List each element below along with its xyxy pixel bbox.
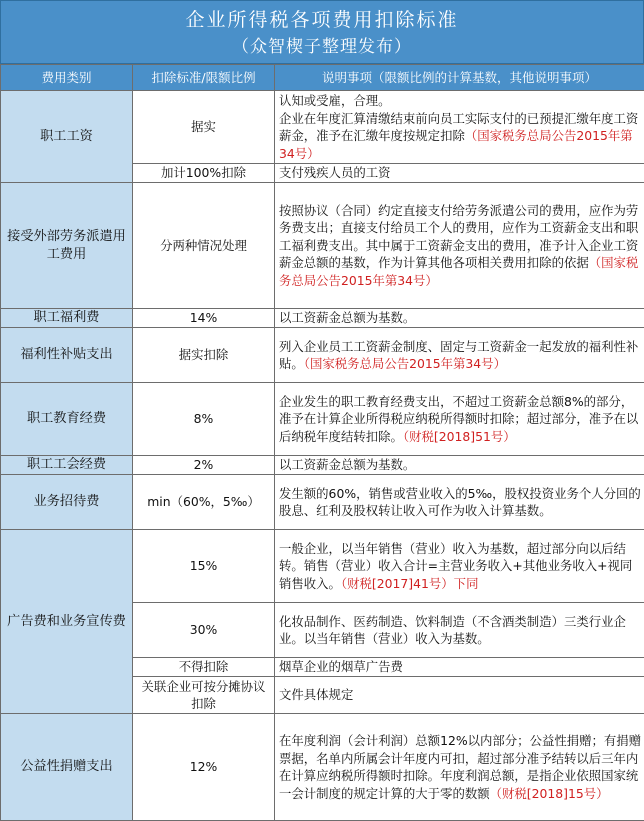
explanation-cell xyxy=(275,91,644,164)
table-row xyxy=(1,456,644,475)
table-row xyxy=(1,714,644,821)
reference-text: （财税[2018]51号） xyxy=(403,429,516,444)
deduction-table xyxy=(0,64,644,821)
reference-text: （财税[2018]15号） xyxy=(490,786,609,801)
standard-cell: 15% xyxy=(133,530,275,603)
explanation-cell xyxy=(275,383,644,456)
category-cell: 业务招待费 xyxy=(1,475,133,530)
header-standard: 扣除标准/限额比例 xyxy=(133,65,275,91)
explanation-cell: 发生额的60%，销售或营业收入的5‰，股权投资业务个人分回的股息、红利及股权转让收入可作为收入计算基数。 xyxy=(275,475,644,530)
explanation-cell xyxy=(275,183,644,309)
header-explanation: 说明事项（限额比例的计算基数，其他说明事项） xyxy=(275,65,644,91)
explanation-text: 认知或受雇，合理。 xyxy=(279,93,391,108)
category-cell: 接受外部劳务派遣用工费用 xyxy=(1,183,133,309)
explanation-cell: 支付残疾人员的工资 xyxy=(275,164,644,183)
explanation-cell: 以工资薪金总额为基数。 xyxy=(275,309,644,328)
explanation-text: 在年度利润（会计利润）总额12%以内部分；公益性捐赠；有捐赠票据，名单内所属会计年度内可扣，超过部分准予结转以后三年内在计算应纳税所得额时扣除。年度利润总额，是指企业依照国家统一会计制度的规定计算的大于零的数额 xyxy=(279,733,641,801)
standard-cell: 2% xyxy=(133,456,275,475)
category-cell: 职工工资 xyxy=(1,91,133,183)
standard-cell: 分两种情况处理 xyxy=(133,183,275,309)
explanation-text: 按照协议（合同）约定直接支付给劳务派遣公司的费用，应作为劳务费支出；直接支付给员工个人的费用，应作为工资薪金支出和职工福利费支出。其中属于工资薪金支出的费用，准予计入企业工资薪金总额的基数，作为计算其他各项相关费用扣除的依据 xyxy=(279,203,638,271)
explanation-text: 企业在年度汇算清缴结束前向员工实际支付的已预提汇缴年度工资薪金，准予在汇缴年度按规定扣除 xyxy=(279,111,638,144)
table-row xyxy=(1,475,644,530)
table-row xyxy=(1,309,644,328)
standard-cell: 关联企业可按分摊协议扣除 xyxy=(133,677,275,714)
table-row xyxy=(1,91,644,164)
explanation-text: 一般企业，以当年销售（营业）收入为基数，超过部分向以后结转。销售（营业）收入合计=主营业务收入+其他业务收入+视同销售收入。 xyxy=(279,541,632,591)
table-row xyxy=(1,383,644,456)
title-banner xyxy=(0,0,644,64)
standard-cell: 8% xyxy=(133,383,275,456)
reference-text: （国家税务总局公告2015年第34号） xyxy=(279,128,633,161)
standard-cell: 14% xyxy=(133,309,275,328)
standard-cell: min（60%，5‰） xyxy=(133,475,275,530)
category-cell: 职工工会经费 xyxy=(1,456,133,475)
category-cell: 职工福利费 xyxy=(1,309,133,328)
table-row xyxy=(1,183,644,309)
header-category: 费用类别 xyxy=(1,65,133,91)
explanation-text: 企业发生的职工教育经费支出，不超过工资薪金总额8%的部分，准予在计算企业所得税应纳税所得额时扣除；超过部分，准予在以后纳税年度结转扣除。 xyxy=(279,394,638,444)
table-row xyxy=(1,328,644,383)
standard-cell: 据实扣除 xyxy=(133,328,275,383)
explanation-cell xyxy=(275,328,644,383)
page-title: 企业所得税各项费用扣除标准 xyxy=(1,6,643,34)
standard-cell: 加计100%扣除 xyxy=(133,164,275,183)
reference-text: （国家税务总局公告2015年第34号） xyxy=(304,356,506,371)
category-cell: 职工教育经费 xyxy=(1,383,133,456)
table-header-row xyxy=(1,65,644,91)
explanation-cell: 以工资薪金总额为基数。 xyxy=(275,456,644,475)
standard-cell: 30% xyxy=(133,603,275,658)
explanation-cell: 化妆品制作、医药制造、饮料制造（不含酒类制造）三类行业企业。以当年销售（营业）收入为基数。 xyxy=(275,603,644,658)
reference-text: （财税[2017]41号）下同 xyxy=(341,576,479,591)
category-cell: 公益性捐赠支出 xyxy=(1,714,133,821)
explanation-cell: 文件具体规定 xyxy=(275,677,644,714)
table-row xyxy=(1,530,644,603)
standard-cell: 不得扣除 xyxy=(133,658,275,677)
explanation-cell: 烟草企业的烟草广告费 xyxy=(275,658,644,677)
category-cell: 福利性补贴支出 xyxy=(1,328,133,383)
category-cell: 广告费和业务宣传费 xyxy=(1,530,133,714)
page-subtitle: （众智楔子整理发布） xyxy=(1,34,643,60)
standard-cell: 12% xyxy=(133,714,275,821)
explanation-cell xyxy=(275,714,644,821)
standard-cell: 据实 xyxy=(133,91,275,164)
explanation-text: 列入企业员工工资薪金制度、固定与工资薪金一起发放的福利性补贴。 xyxy=(279,339,638,372)
explanation-cell xyxy=(275,530,644,603)
reference-text: （国家税务总局公告2015年第34号） xyxy=(279,255,638,288)
